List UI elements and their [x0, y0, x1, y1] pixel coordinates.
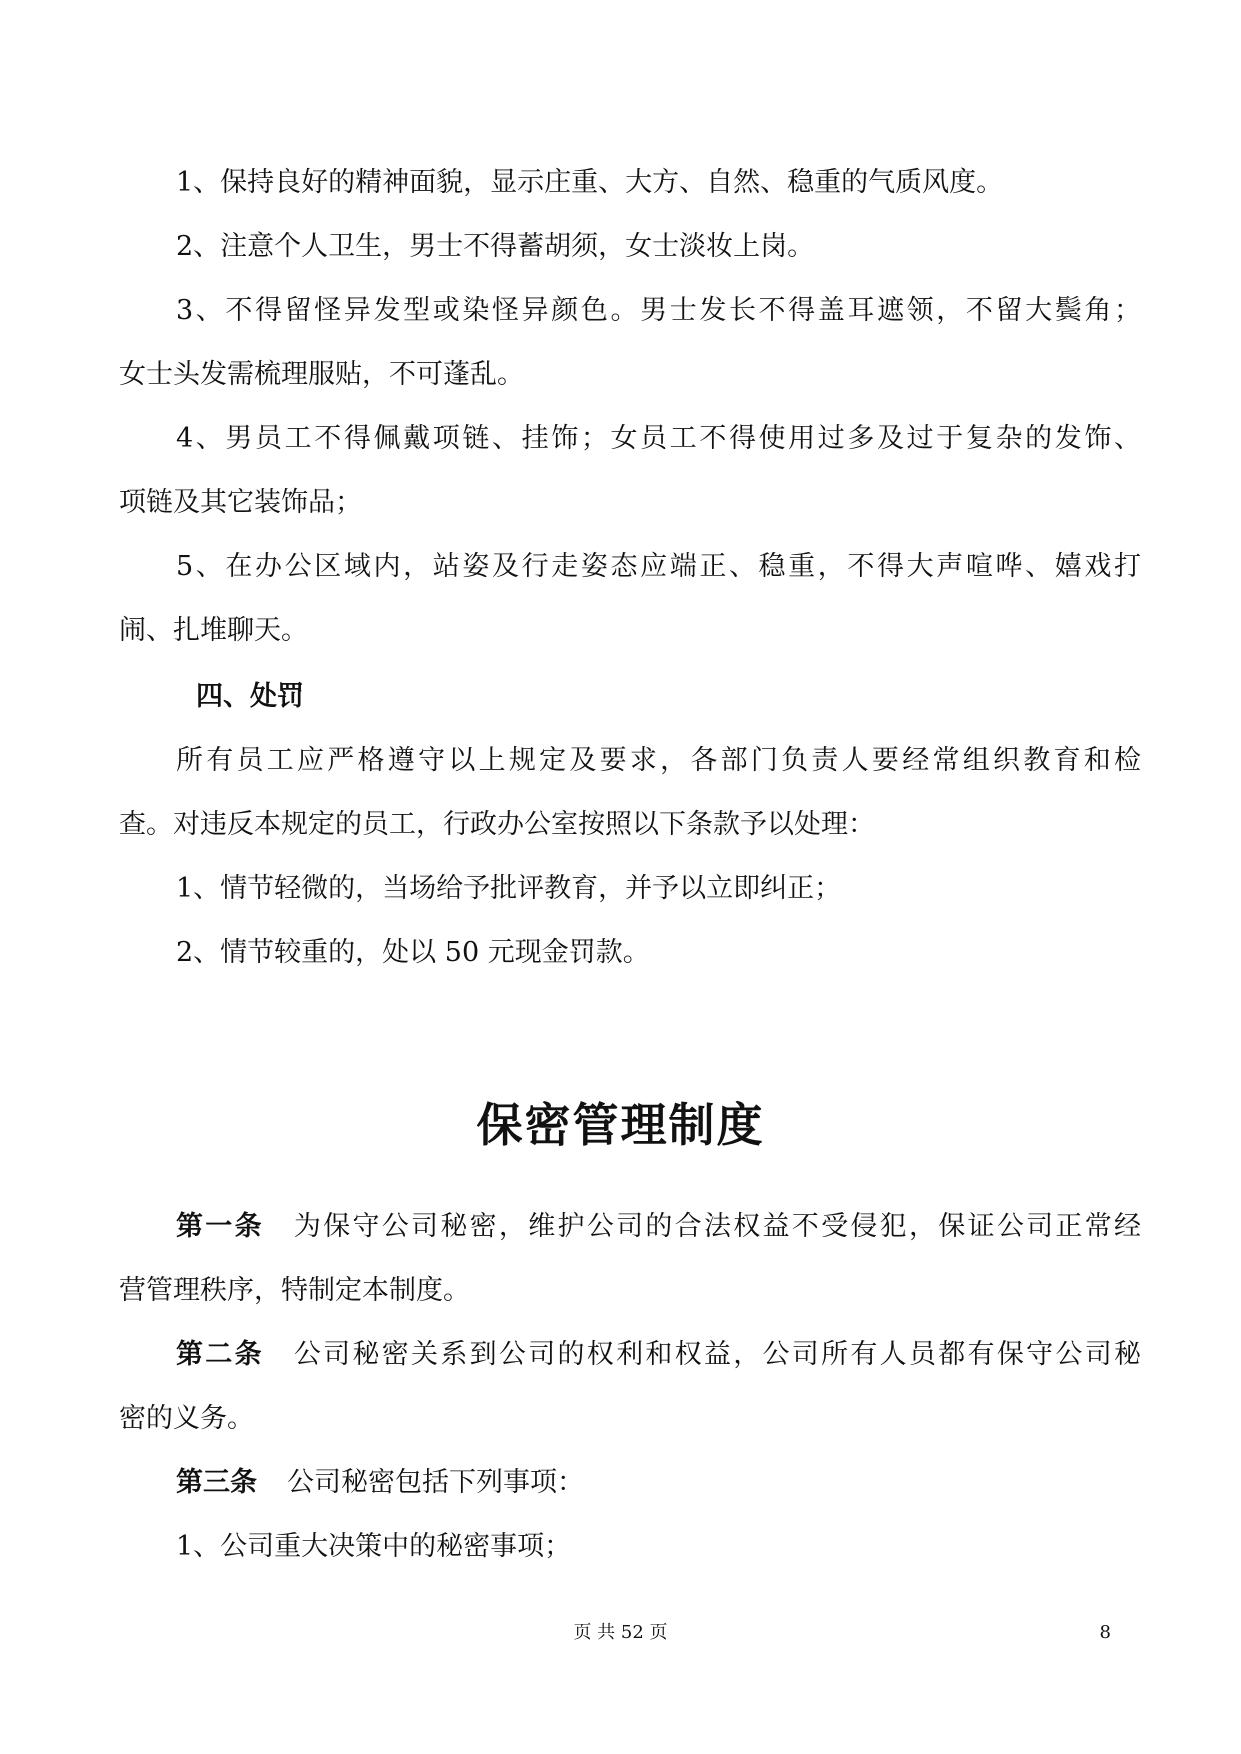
article-1-label: 第一条	[176, 1211, 264, 1242]
article-1-text: 为保守公司秘密，维护公司的合法权益不受侵犯，保证公司正常经	[293, 1211, 1142, 1242]
footer-page-number: 8	[1099, 1622, 1111, 1643]
document-title: 保密管理制度	[476, 1098, 765, 1152]
rule-item-2: 2、注意个人卫生，男士不得蓄胡须，女士淡妆上岗。	[176, 231, 815, 262]
article-2-line-1	[176, 1338, 1141, 1372]
section-heading-penalty: 四、处罚	[196, 681, 304, 712]
footer-total-pages: 页 共 52 页	[573, 1622, 668, 1643]
article-1-line-1	[176, 1210, 1141, 1244]
article-2-line-2: 密的义务。	[119, 1403, 254, 1434]
penalty-item-2: 2、情节较重的，处以 50 元现金罚款。	[176, 937, 650, 968]
penalty-item-1: 1、情节轻微的，当场给予批评教育，并予以立即纠正；	[176, 873, 842, 904]
penalty-intro-line-2: 查。对违反本规定的员工，行政办公室按照以下条款予以处理：	[119, 809, 875, 840]
penalty-intro-line-1: 所有员工应严格遵守以上规定及要求，各部门负责人要经常组织教育和检	[176, 745, 1141, 776]
article-3-text: 公司秘密包括下列事项：	[287, 1467, 584, 1498]
rule-item-5-line-2: 闹、扎堆聊天。	[119, 615, 308, 646]
rule-item-3-line-2: 女士头发需梳理服贴，不可蓬乱。	[119, 359, 524, 390]
rule-item-3-line-1: 3、不得留怪异发型或染怪异颜色。男士发长不得盖耳遮领，不留大鬓角；	[176, 295, 1141, 326]
article-3-line-1	[176, 1466, 1141, 1500]
rule-item-5-line-1: 5、在办公区域内，站姿及行走姿态应端正、稳重，不得大声喧哗、嬉戏打	[176, 551, 1141, 582]
article-2-label: 第二条	[176, 1339, 264, 1370]
rule-item-4-line-2: 项链及其它装饰品；	[119, 487, 362, 518]
rule-item-4-line-1: 4、男员工不得佩戴项链、挂饰；女员工不得使用过多及过于复杂的发饰、	[176, 423, 1141, 454]
confidential-item-1: 1、公司重大决策中的秘密事项；	[176, 1531, 572, 1562]
article-1-line-2: 营管理秩序，特制定本制度。	[119, 1275, 470, 1306]
article-3-label: 第三条	[176, 1467, 257, 1498]
rule-item-1: 1、保持良好的精神面貌，显示庄重、大方、自然、稳重的气质风度。	[176, 167, 1004, 198]
article-2-text: 公司秘密关系到公司的权利和权益，公司所有人员都有保守公司秘	[293, 1339, 1142, 1370]
